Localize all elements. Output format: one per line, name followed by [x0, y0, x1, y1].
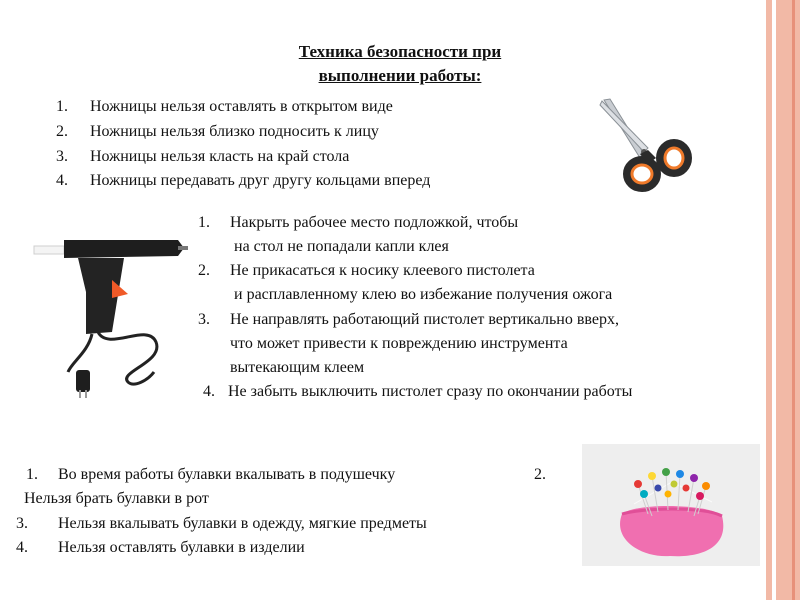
scissors-rule-3-num: 3. — [56, 148, 68, 165]
pin-rule-1-num: 1. — [26, 466, 38, 483]
glue-rule-2: Не прикасаться к носику клеевого пистолета — [230, 262, 535, 279]
pin-rule-2-num: 2. — [534, 466, 546, 483]
glue-rule-4-num: 4. — [203, 383, 215, 400]
glue-rule-3-cont-2: вытекающим клеем — [230, 359, 365, 376]
glue-rule-1-cont: на стол не попадали капли клея — [234, 238, 449, 255]
pin-rule-3: Нельзя вкалывать булавки в одежду, мягкие предметы — [58, 515, 427, 532]
title-line-1: Техника безопасности при — [298, 42, 502, 61]
glue-rule-1-num: 1. — [198, 214, 210, 231]
pin-rule-1: Во время работы булавки вкалывать в подушечку — [58, 466, 396, 483]
glue-gun-icon — [28, 222, 198, 402]
scissors-rule-1-num: 1. — [56, 98, 68, 115]
glue-rule-3: Не направлять работающий пистолет вертикально вверх, — [230, 311, 619, 328]
pin-rule-4-num: 4. — [16, 539, 28, 556]
glue-rule-1: Накрыть рабочее место подложкой, чтобы — [230, 214, 519, 231]
page-title — [240, 40, 560, 88]
scissors-icon — [596, 96, 696, 196]
title-line-2: выполнении работы: — [318, 66, 482, 85]
scissors-rule-1: Ножницы нельзя оставлять в открытом виде — [90, 98, 393, 115]
border-strip-wide — [776, 0, 800, 600]
pin-cushion-icon — [582, 444, 760, 566]
glue-rule-2-cont: и расплавленному клею во избежание получения ожога — [234, 286, 613, 303]
glue-rule-2-num: 2. — [198, 262, 210, 279]
glue-rule-3-num: 3. — [198, 311, 210, 328]
border-strip-line — [792, 0, 795, 600]
scissors-rule-3: Ножницы нельзя класть на край стола — [90, 148, 350, 165]
pin-rule-4: Нельзя оставлять булавки в изделии — [58, 539, 305, 556]
scissors-rule-2: Ножницы нельзя близко подносить к лицу — [90, 123, 379, 140]
pin-rule-3-num: 3. — [16, 515, 28, 532]
scissors-rule-4-num: 4. — [56, 172, 68, 189]
scissors-rule-4: Ножницы передавать друг другу кольцами вперед — [90, 172, 431, 189]
glue-rule-3-cont-1: что может привести к повреждению инструмента — [230, 335, 568, 352]
pin-rule-2: Нельзя брать булавки в рот — [24, 490, 209, 507]
scissors-rule-2-num: 2. — [56, 123, 68, 140]
glue-rule-4: Не забыть выключить пистолет сразу по окончании работы — [228, 383, 633, 400]
